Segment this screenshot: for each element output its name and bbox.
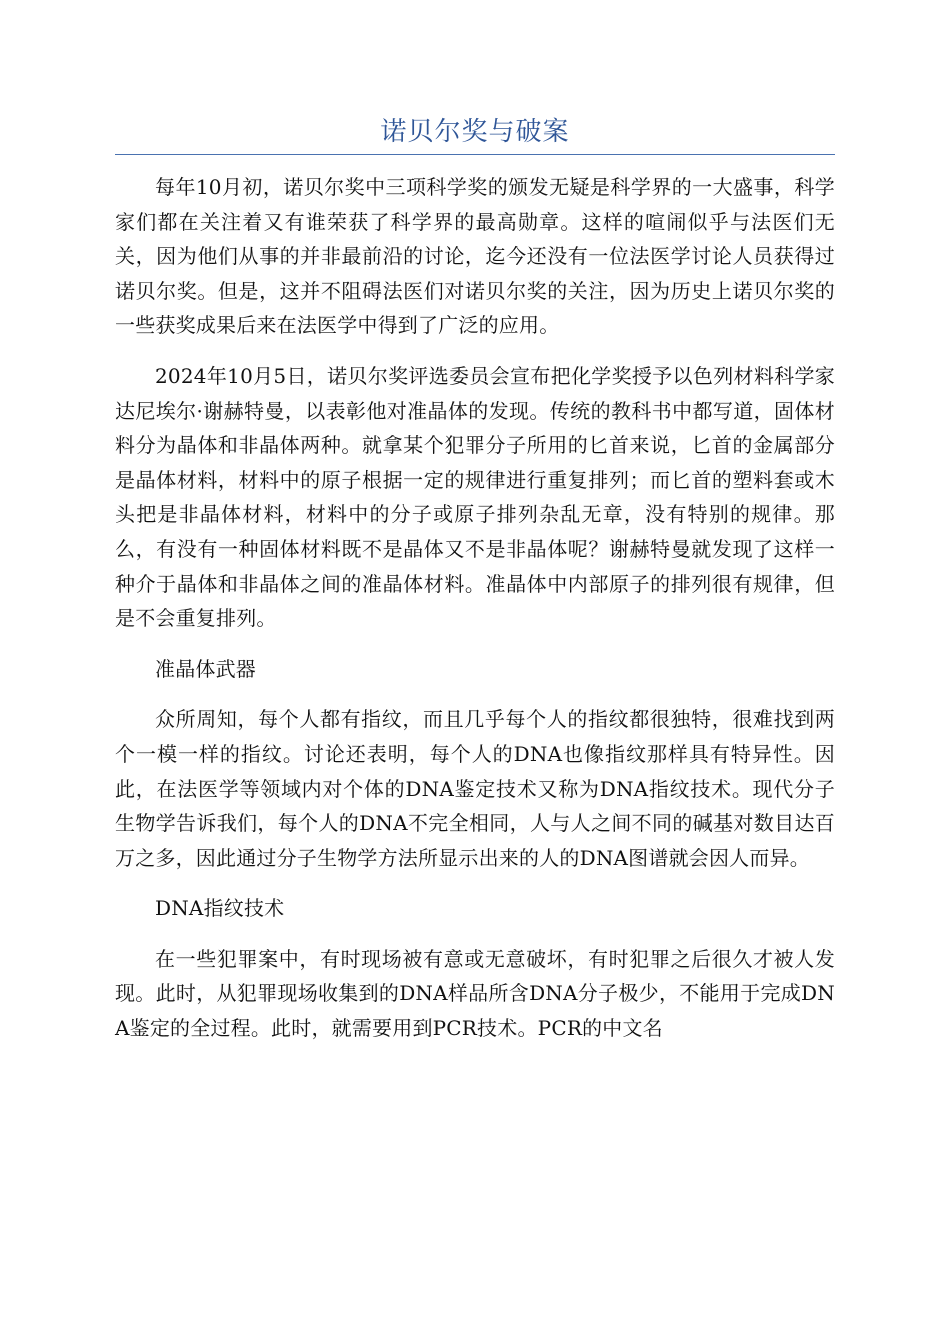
paragraph-intro: 每年10月初，诺贝尔奖中三项科学奖的颁发无疑是科学界的一大盛事，科学家们都在关注着又有谁荣获了科学界的最高勋章。这样的喧闹似乎与法医们无关，因为他们从事的并非最前沿的讨论，迄今还没有一位法医学讨论人员获得过诺贝尔奖。但是，这并不阻碍法医们对诺贝尔奖的关注，因为历史上诺贝尔奖的一些获奖成果后来在法医学中得到了广泛的应用。: [115, 175, 835, 338]
section-heading-quasicrystal-weapon: 准晶体武器: [155, 656, 256, 681]
paragraph-pcr: 在一些犯罪案中，有时现场被有意或无意破坏，有时犯罪之后很久才被人发现。此时，从犯罪现场收集到的DNA样品所含DNA分子极少，不能用于完成DNA鉴定的全过程。此时，就需要用到PCR技术。PCR的中文名: [115, 946, 835, 1041]
document-title: 诺贝尔奖与破案: [380, 117, 570, 147]
section-heading-dna-fingerprint-tech: DNA指纹技术: [155, 896, 285, 921]
document-body: [115, 170, 835, 1062]
paragraph-dna-fingerprint: 众所周知，每个人都有指纹，而且几乎每个人的指纹都很独特，很难找到两个一模一样的指纹。讨论还表明，每个人的DNA也像指纹那样具有特异性。因此，在法医学等领域内对个体的DNA鉴定技术又称为DNA指纹技术。现代分子生物学告诉我们，每个人的DNA不完全相同，人与人之间不同的碱基对数目达百万之多，因此通过分子生物学方法所显示出来的人的DNA图谱就会因人而异。: [115, 707, 835, 870]
title-underline: [115, 154, 835, 155]
paragraph-quasicrystal: 2024年10月5日，诺贝尔奖评选委员会宣布把化学奖授予以色列材料科学家达尼埃尔·谢赫特曼，以表彰他对准晶体的发现。传统的教科书中都写道，固体材料分为晶体和非晶体两种。就拿某个犯罪分子所用的匕首来说，匕首的金属部分是晶体材料，材料中的原子根据一定的规律进行重复排列；而匕首的塑料套或木头把是非晶体材料，材料中的分子或原子排列杂乱无章，没有特别的规律。那么，有没有一种固体材料既不是晶体又不是非晶体呢？谢赫特曼就发现了这样一种介于晶体和非晶体之间的准晶体材料。准晶体中内部原子的排列很有规律，但是不会重复排列。: [115, 363, 835, 631]
